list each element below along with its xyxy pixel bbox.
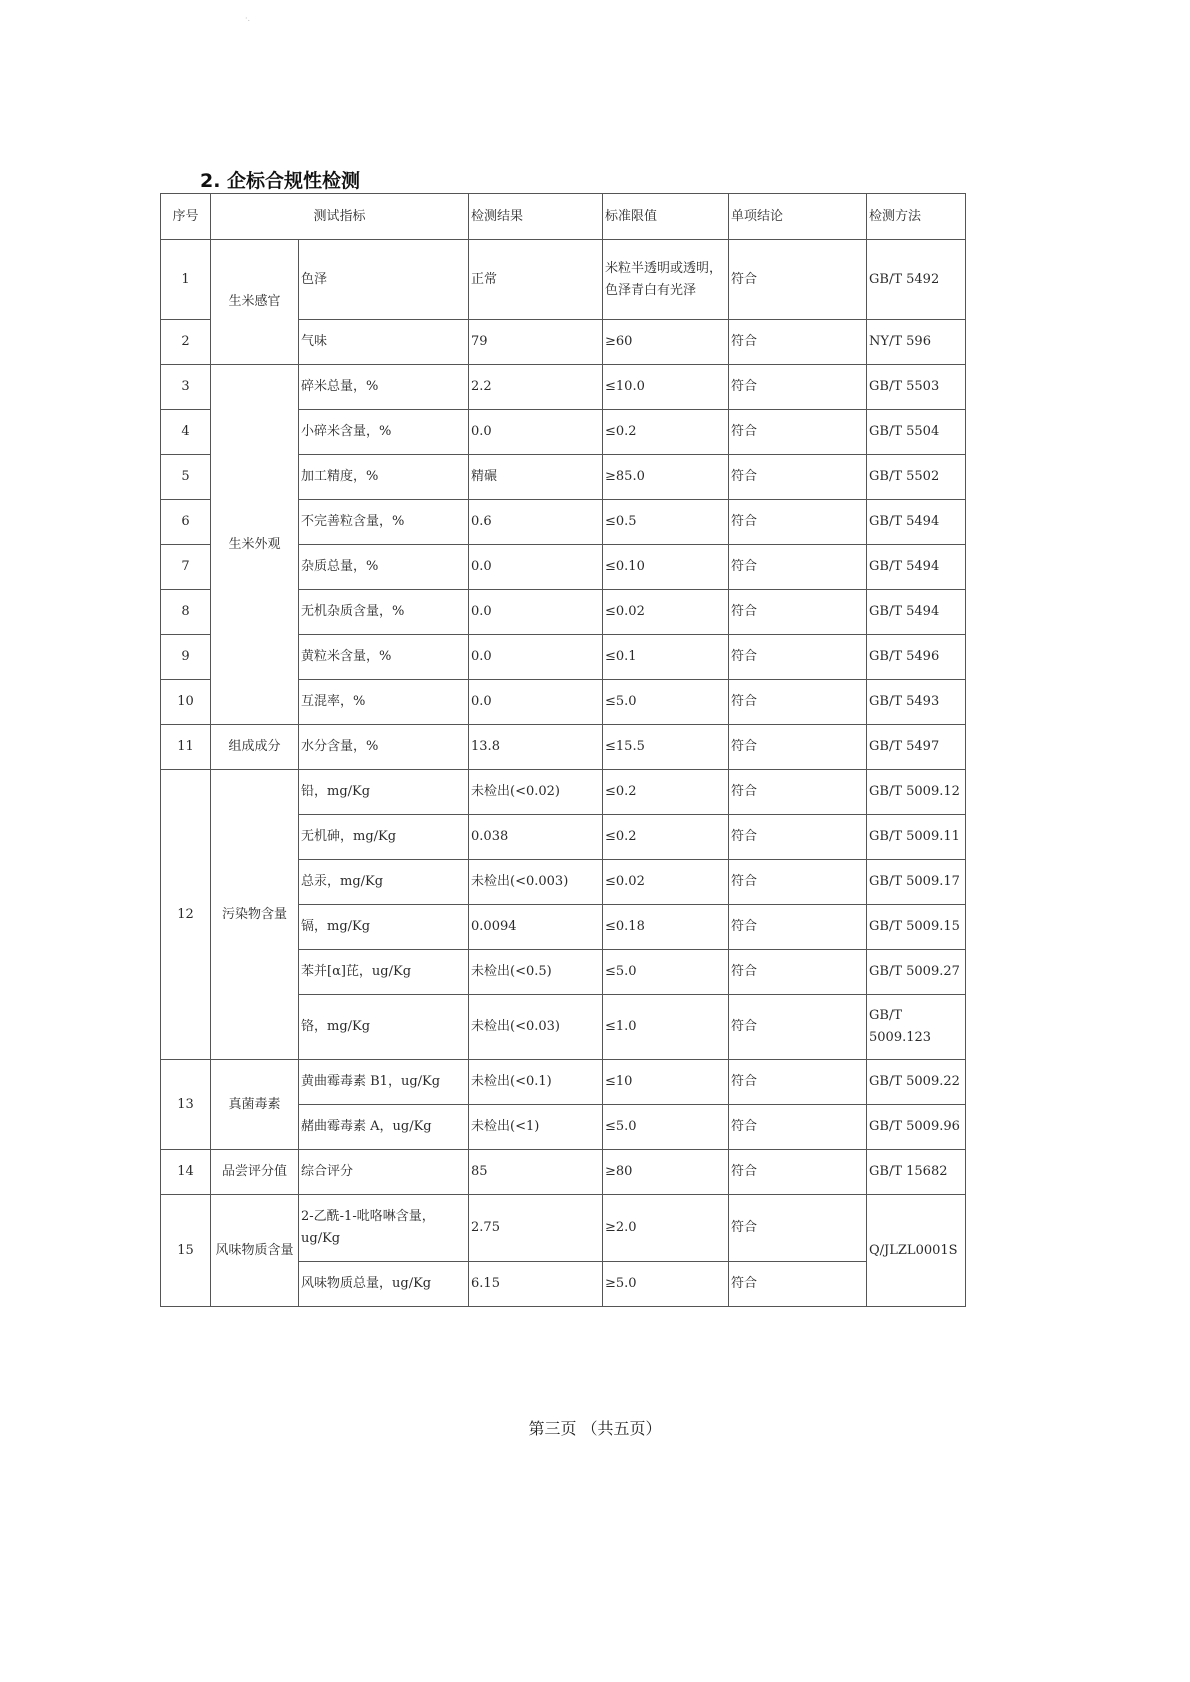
serial-number: 5 [161, 455, 211, 500]
method: GB/T 5009.96 [867, 1105, 966, 1150]
result: 0.0 [469, 680, 603, 725]
limit: ≥80 [603, 1150, 729, 1195]
limit: ≤0.18 [603, 905, 729, 950]
result: 0.0 [469, 590, 603, 635]
table-row [161, 1150, 966, 1195]
result: 2.2 [469, 365, 603, 410]
method: GB/T 5492 [867, 240, 966, 320]
category: 真菌毒素 [211, 1060, 299, 1150]
result: 0.0 [469, 545, 603, 590]
method: GB/T 5009.27 [867, 950, 966, 995]
indicator: 不完善粒含量，% [299, 500, 469, 545]
category: 生米外观 [211, 365, 299, 725]
compliance-table [160, 193, 966, 1307]
limit: 米粒半透明或透明，色泽青白有光泽 [603, 240, 729, 320]
result: 未检出(<1) [469, 1105, 603, 1150]
indicator: 小碎米含量，% [299, 410, 469, 455]
result: 0.0 [469, 635, 603, 680]
serial-number: 2 [161, 320, 211, 365]
serial-number: 13 [161, 1060, 211, 1150]
limit: ≤0.02 [603, 860, 729, 905]
serial-number: 15 [161, 1195, 211, 1307]
result: 未检出(<0.003) [469, 860, 603, 905]
serial-number: 12 [161, 770, 211, 1060]
method: GB/T 5503 [867, 365, 966, 410]
indicator: 黄曲霉毒素 B1，ug/Kg [299, 1060, 469, 1105]
limit: ≤15.5 [603, 725, 729, 770]
method: GB/T 15682 [867, 1150, 966, 1195]
limit: ≤0.5 [603, 500, 729, 545]
method: GB/T 5494 [867, 590, 966, 635]
header-no: 序号 [161, 194, 211, 240]
conclusion: 符合 [729, 410, 867, 455]
header-limit: 标准限值 [603, 194, 729, 240]
result: 0.0 [469, 410, 603, 455]
result: 未检出(<0.02) [469, 770, 603, 815]
conclusion: 符合 [729, 905, 867, 950]
table-row [161, 365, 966, 410]
category: 污染物含量 [211, 770, 299, 1060]
page-footer: 第三页 （共五页） [528, 1419, 662, 1438]
conclusion: 符合 [729, 950, 867, 995]
conclusion: 符合 [729, 995, 867, 1060]
conclusion: 符合 [729, 815, 867, 860]
limit: ≤0.10 [603, 545, 729, 590]
conclusion: 符合 [729, 860, 867, 905]
method: GB/T 5502 [867, 455, 966, 500]
conclusion: 符合 [729, 1105, 867, 1150]
limit: ≤0.02 [603, 590, 729, 635]
result: 0.038 [469, 815, 603, 860]
indicator: 气味 [299, 320, 469, 365]
result: 13.8 [469, 725, 603, 770]
header-row [161, 194, 966, 240]
method: GB/T 5009.15 [867, 905, 966, 950]
indicator: 水分含量，% [299, 725, 469, 770]
limit: ≤0.2 [603, 410, 729, 455]
conclusion: 符合 [729, 1195, 867, 1262]
conclusion: 符合 [729, 1060, 867, 1105]
section-title: 2. 企标合规性检测 [200, 170, 361, 192]
limit: ≤0.2 [603, 770, 729, 815]
method: GB/T 5494 [867, 500, 966, 545]
serial-number: 4 [161, 410, 211, 455]
serial-number: 6 [161, 500, 211, 545]
limit: ≤1.0 [603, 995, 729, 1060]
indicator: 碎米总量，% [299, 365, 469, 410]
indicator: 总汞，mg/Kg [299, 860, 469, 905]
result: 85 [469, 1150, 603, 1195]
limit: ≥5.0 [603, 1262, 729, 1307]
method: GB/T 5493 [867, 680, 966, 725]
indicator: 色泽 [299, 240, 469, 320]
conclusion: 符合 [729, 455, 867, 500]
result: 未检出(<0.5) [469, 950, 603, 995]
indicator: 赭曲霉毒素 A，ug/Kg [299, 1105, 469, 1150]
indicator: 无机杂质含量，% [299, 590, 469, 635]
header-method: 检测方法 [867, 194, 966, 240]
method: GB/T 5494 [867, 545, 966, 590]
indicator: 黄粒米含量，% [299, 635, 469, 680]
result: 79 [469, 320, 603, 365]
method: GB/T 5009.17 [867, 860, 966, 905]
conclusion: 符合 [729, 590, 867, 635]
limit: ≤0.2 [603, 815, 729, 860]
conclusion: 符合 [729, 500, 867, 545]
category: 组成成分 [211, 725, 299, 770]
indicator: 苯并[α]芘，ug/Kg [299, 950, 469, 995]
header-conclusion: 单项结论 [729, 194, 867, 240]
result: 0.6 [469, 500, 603, 545]
result: 正常 [469, 240, 603, 320]
method: GB/T 5009.12 [867, 770, 966, 815]
indicator: 杂质总量，% [299, 545, 469, 590]
method: GB/T 5009.11 [867, 815, 966, 860]
result: 0.0094 [469, 905, 603, 950]
serial-number: 9 [161, 635, 211, 680]
serial-number: 7 [161, 545, 211, 590]
category: 生米感官 [211, 240, 299, 365]
table-row [161, 1060, 966, 1105]
method: GB/T 5009.22 [867, 1060, 966, 1105]
conclusion: 符合 [729, 680, 867, 725]
table-row [161, 1195, 966, 1262]
limit: ≤10 [603, 1060, 729, 1105]
indicator: 铅，mg/Kg [299, 770, 469, 815]
limit: ≤5.0 [603, 1105, 729, 1150]
conclusion: 符合 [729, 1262, 867, 1307]
method: GB/T 5009.123 [867, 995, 966, 1060]
conclusion: 符合 [729, 635, 867, 680]
limit: ≥85.0 [603, 455, 729, 500]
serial-number: 8 [161, 590, 211, 635]
result: 6.15 [469, 1262, 603, 1307]
result: 未检出(<0.1) [469, 1060, 603, 1105]
indicator: 无机砷，mg/Kg [299, 815, 469, 860]
result: 精碾 [469, 455, 603, 500]
indicator: 风味物质总量，ug/Kg [299, 1262, 469, 1307]
result: 未检出(<0.03) [469, 995, 603, 1060]
limit: ≤10.0 [603, 365, 729, 410]
serial-number: 11 [161, 725, 211, 770]
table-row [161, 240, 966, 320]
category: 风味物质含量 [211, 1195, 299, 1307]
indicator: 镉，mg/Kg [299, 905, 469, 950]
limit: ≤5.0 [603, 680, 729, 725]
header-result: 检测结果 [469, 194, 603, 240]
indicator: 加工精度，% [299, 455, 469, 500]
conclusion: 符合 [729, 725, 867, 770]
limit: ≥60 [603, 320, 729, 365]
category: 品尝评分值 [211, 1150, 299, 1195]
limit: ≥2.0 [603, 1195, 729, 1262]
conclusion: 符合 [729, 770, 867, 815]
header-indicator: 测试指标 [211, 194, 469, 240]
indicator: 2-乙酰-1-吡咯啉含量，ug/Kg [299, 1195, 469, 1262]
conclusion: 符合 [729, 365, 867, 410]
method: Q/JLZL0001S [867, 1195, 966, 1307]
conclusion: 符合 [729, 320, 867, 365]
conclusion: 符合 [729, 240, 867, 320]
limit: ≤5.0 [603, 950, 729, 995]
serial-number: 10 [161, 680, 211, 725]
limit: ≤0.1 [603, 635, 729, 680]
indicator: 综合评分 [299, 1150, 469, 1195]
method: GB/T 5496 [867, 635, 966, 680]
serial-number: 1 [161, 240, 211, 320]
table-row [161, 770, 966, 815]
indicator: 互混率，% [299, 680, 469, 725]
conclusion: 符合 [729, 1150, 867, 1195]
method: GB/T 5504 [867, 410, 966, 455]
scan-mark: ·. [245, 14, 251, 23]
method: NY/T 596 [867, 320, 966, 365]
result: 2.75 [469, 1195, 603, 1262]
serial-number: 3 [161, 365, 211, 410]
conclusion: 符合 [729, 545, 867, 590]
method: GB/T 5497 [867, 725, 966, 770]
serial-number: 14 [161, 1150, 211, 1195]
table-row [161, 725, 966, 770]
indicator: 铬，mg/Kg [299, 995, 469, 1060]
